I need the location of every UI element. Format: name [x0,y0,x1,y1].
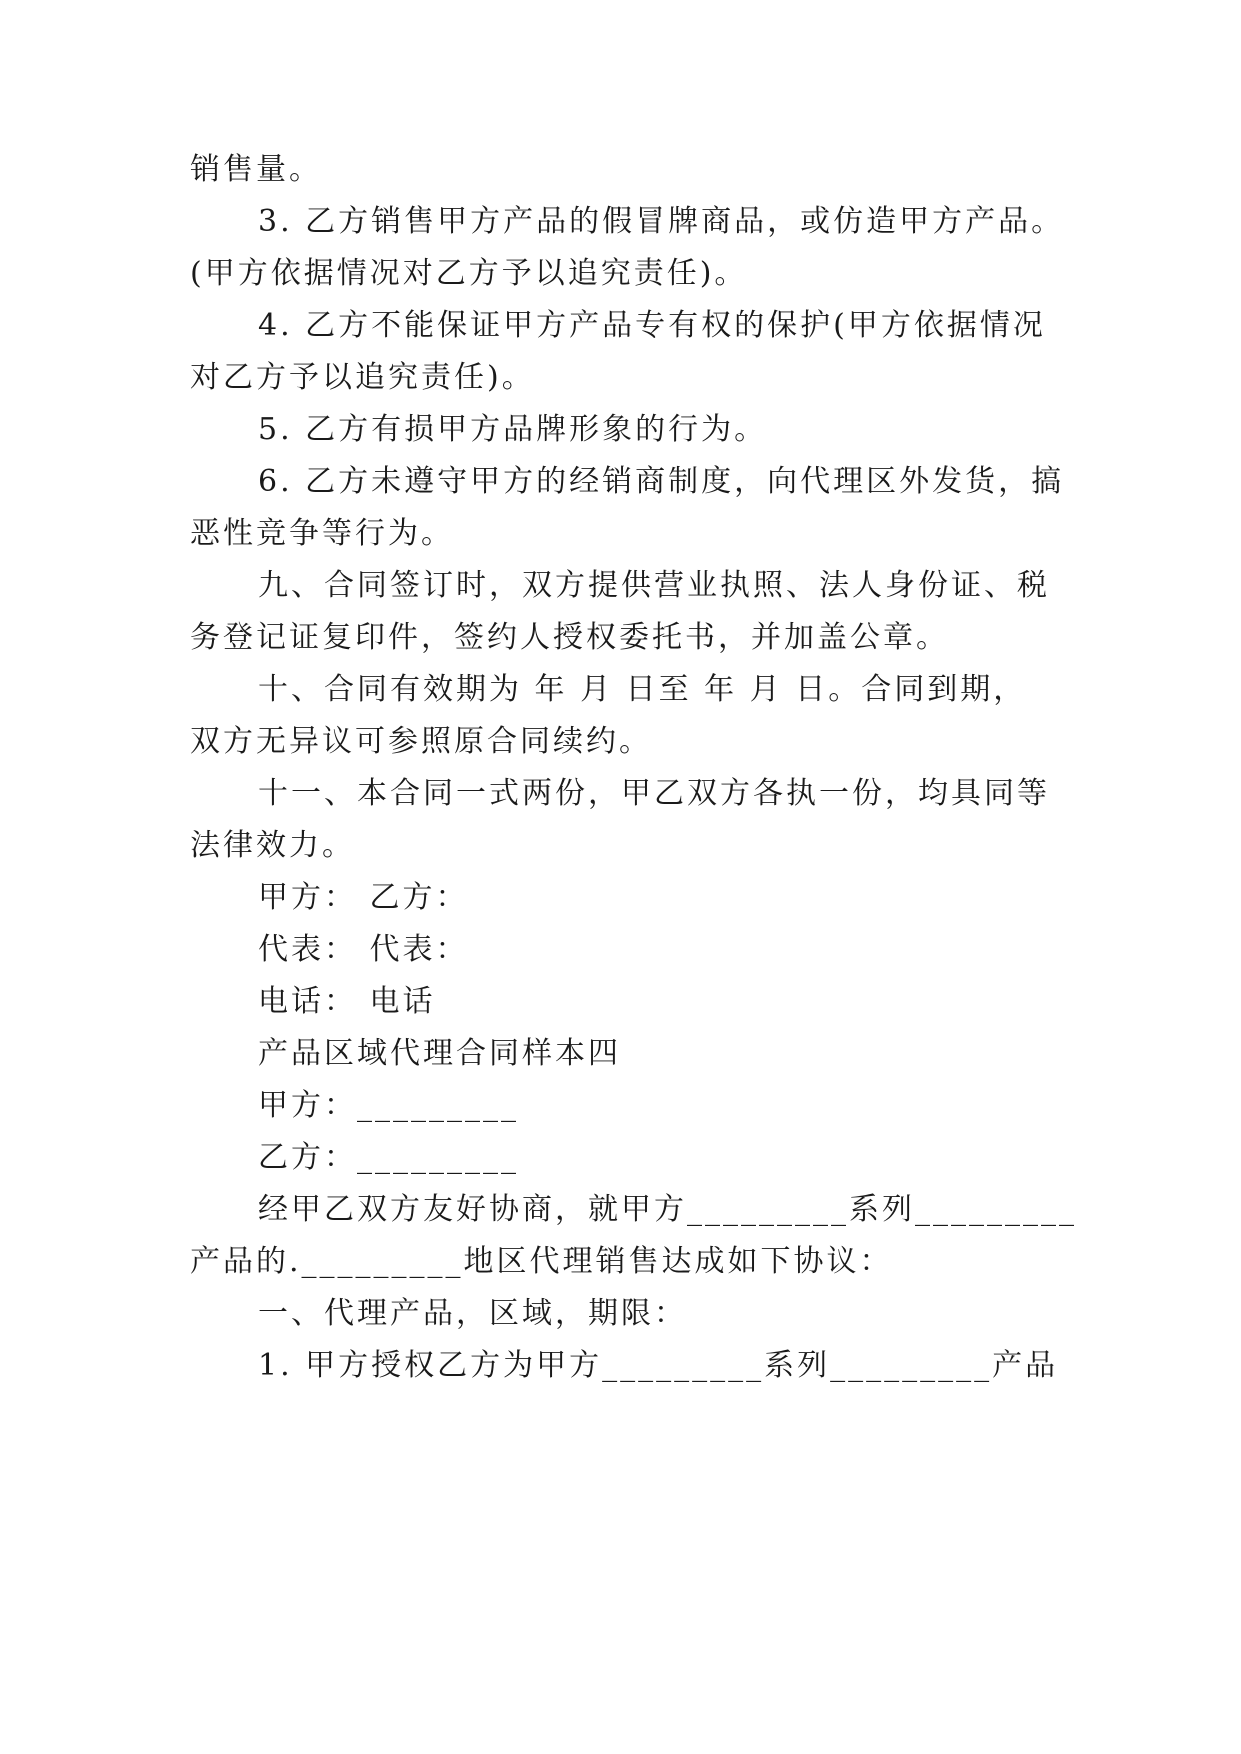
clause-3-line-2: (甲方依据情况对乙方予以追究责任)。 [190,256,748,291]
article-9-line-2: 务登记证复印件，签约人授权委托书，并加盖公章。 [190,620,949,655]
clause-4-line-2: 对乙方予以追究责任)。 [190,360,535,395]
preamble-line-2: 产品的._________地区代理销售达成如下协议： [190,1244,893,1279]
clause-5-line: 5. 乙方有损甲方品牌形象的行为。 [258,412,768,447]
signature-representative-line: 代表： 代表： [258,932,469,967]
contract-sample-title: 产品区域代理合同样本四 [258,1036,621,1071]
party-b-line: 乙方：_________ [258,1140,519,1175]
clause-4-line-1: 4. 乙方不能保证甲方产品专有权的保护(甲方依据情况 [258,308,1046,343]
signature-party-line: 甲方： 乙方： [258,880,469,915]
clause-3-line-1: 3. 乙方销售甲方产品的假冒牌商品，或仿造甲方产品。 [258,204,1065,239]
preamble-line-1: 经甲乙双方友好协商，就甲方_________系列_________ [258,1192,1077,1227]
section-1-item-1: 1. 甲方授权乙方为甲方_________系列_________产品 [258,1348,1059,1383]
article-10-line-2: 双方无异议可参照原合同续约。 [190,724,652,759]
text-line-1: 销售量。 [190,152,322,187]
article-10-line-1: 十、合同有效期为 年 月 日至 年 月 日。合同到期， [258,672,1027,707]
article-11-line-1: 十一、本合同一式两份，甲乙双方各执一份，均具同等 [258,776,1050,811]
clause-6-line-1: 6. 乙方未遵守甲方的经销商制度，向代理区外发货，搞 [258,464,1065,499]
article-9-line-1: 九、合同签订时，双方提供营业执照、法人身份证、税 [258,568,1050,603]
article-11-line-2: 法律效力。 [190,828,355,863]
section-1-heading: 一、代理产品，区域，期限： [258,1296,687,1331]
party-a-line: 甲方：_________ [258,1088,519,1123]
signature-phone-line: 电话： 电话 [258,984,436,1019]
clause-6-line-2: 恶性竞争等行为。 [190,516,454,551]
